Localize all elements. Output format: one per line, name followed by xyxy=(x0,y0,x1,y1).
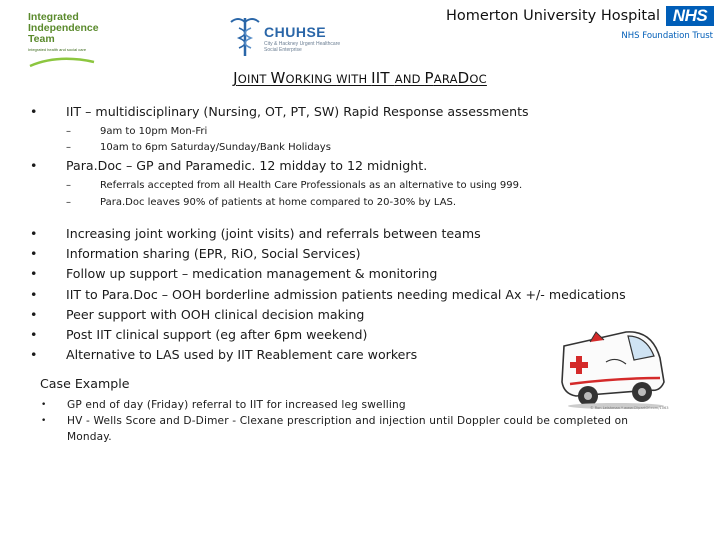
slide-title: JOINT WORKING WITH IIT AND PARADOC xyxy=(233,69,487,87)
bullet-dot: • xyxy=(30,104,38,119)
point-text: Post IIT clinical support (eg after 6pm weekend) xyxy=(66,327,368,342)
bullet-text: Para.Doc – GP and Paramedic. 12 midday to 12 midnight. xyxy=(66,158,428,173)
iit-logo-line-1: Integrated xyxy=(28,11,79,23)
bullet-dot: • xyxy=(30,327,38,342)
dash-glyph: – xyxy=(66,142,71,153)
iit-logo-tagline: Integrated health and social care xyxy=(28,47,87,52)
homerton-hospital-name: Homerton University Hospital xyxy=(445,8,660,24)
chuhse-name: CHUHSE xyxy=(264,24,327,40)
cartoon-credit: © Ron Leishman * www.ClipartOf.com/1063 xyxy=(590,406,669,410)
dash-glyph: – xyxy=(66,126,71,137)
dash-glyph: – xyxy=(66,197,71,208)
bullet-dot: • xyxy=(30,307,38,322)
point-text: Increasing joint working (joint visits) and referrals between teams xyxy=(66,226,481,241)
case-item-text: GP end of day (Friday) referral to IIT for increased leg swelling xyxy=(67,399,406,411)
case-item-text: HV - Wells Score and D-Dimer - Clexane prescription and injection until Doppler could be completed on Monday. xyxy=(67,415,629,443)
sub-bullet-text: Referrals accepted from all Health Care Professionals as an alternative to using 999. xyxy=(100,180,523,191)
nhs-trust-name: NHS Foundation Trust xyxy=(621,31,713,41)
iit-logo-line-3: Team xyxy=(28,33,55,45)
point-text: Alternative to LAS used by IIT Reablement care workers xyxy=(66,347,418,362)
bullet-dot: • xyxy=(30,266,38,281)
nhs-logo: NHS xyxy=(666,6,714,26)
bullet-dot: • xyxy=(30,158,38,173)
point-text: IIT to Para.Doc – OOH borderline admission patients needing medical Ax +/- medications xyxy=(66,287,626,302)
point-text: Follow up support – medication management & monitoring xyxy=(66,266,438,281)
bullet-dot: • xyxy=(30,287,38,302)
bullet-dot: • xyxy=(30,347,38,362)
dash-glyph: – xyxy=(66,180,71,191)
point-text: Information sharing (EPR, RiO, Social Services) xyxy=(66,246,361,261)
bullet-dot: • xyxy=(41,400,47,410)
iit-logo xyxy=(28,12,128,74)
point-text: Peer support with OOH clinical decision making xyxy=(66,307,365,322)
case-example-heading: Case Example xyxy=(40,376,130,391)
bullet-dot: • xyxy=(30,246,38,261)
bullet-dot: • xyxy=(41,416,47,426)
sub-bullet-text: 9am to 10pm Mon-Fri xyxy=(100,126,208,137)
bullet-text: IIT – multidisciplinary (Nursing, OT, PT, SW) Rapid Response assessments xyxy=(66,104,529,119)
bullet-dot: • xyxy=(30,226,38,241)
chuhse-tagline: City & Hackney Urgent Healthcare Social Enterprise xyxy=(264,41,341,53)
sub-bullet-text: Para.Doc leaves 90% of patients at home compared to 20-30% by LAS. xyxy=(100,197,457,208)
iit-swoosh-icon xyxy=(28,56,98,70)
caduceus-icon xyxy=(228,14,262,58)
chuhse-logo xyxy=(228,14,348,60)
iit-logo-line-2: Independence xyxy=(28,22,99,34)
sub-bullet-text: 10am to 6pm Saturday/Sunday/Bank Holidays xyxy=(100,142,331,153)
